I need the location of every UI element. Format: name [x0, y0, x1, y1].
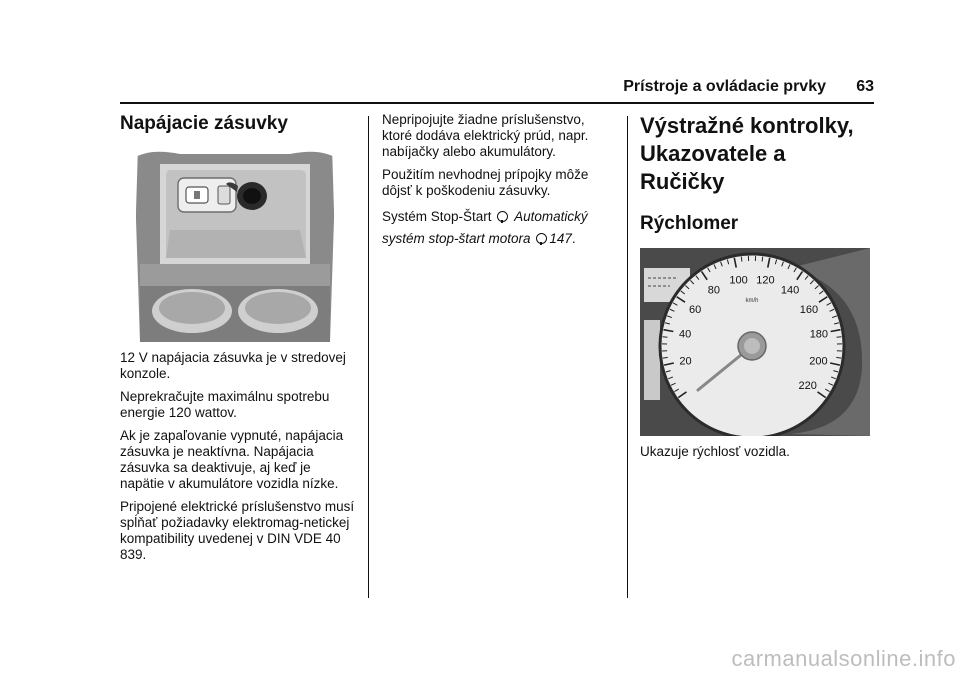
- caption-speedometer: Ukazuje rýchlosť vozidla.: [640, 444, 790, 459]
- page-number: 63: [856, 78, 874, 95]
- subheading-speedometer: Rýchlomer: [640, 213, 739, 234]
- reference-link-stop-start[interactable]: Automatický systém stop-štart motora: [382, 209, 588, 246]
- paragraph-no-charging-accessories: Nepripojujte žiadne príslušenstvo, ktoré dodáva elektrický prúd, napr. nabíjačky alebo akumulátory.: [382, 112, 589, 159]
- section-heading-power-outlets: Napájacie zásuvky: [120, 113, 288, 134]
- page-header: [120, 78, 874, 104]
- speedometer-tick-label: 180: [809, 328, 829, 341]
- paragraph-stop-start-reference: [382, 206, 608, 250]
- speedometer-unit-label: km/h: [745, 298, 759, 304]
- column-divider-1: [368, 116, 369, 598]
- speedometer-tick-label: 40: [679, 328, 692, 341]
- page-reference-icon: [497, 211, 508, 222]
- column-divider-2: [627, 116, 628, 598]
- speedometer-illustration: [640, 248, 870, 436]
- paragraph-unsuitable-plug: Použitím nevhodnej prípojky môže dôjsť k poškodeniu zásuvky.: [382, 167, 589, 198]
- speedometer-tick-label: 100: [729, 274, 748, 287]
- speedometer-tick-label: 160: [799, 303, 819, 316]
- header-rule: [120, 102, 874, 104]
- paragraph-ignition-off: Ak je zapaľovanie vypnuté, napájacia zásuvka je neaktívna. Napájacia zásuvka sa deaktivuje, aj keď je napätie v akumulátore vozidla nízke.: [120, 428, 344, 491]
- paragraph-max-power: Neprekračujte maximálnu spotrebu energie 120 wattov.: [120, 389, 330, 420]
- speedometer-minor-tick: [837, 337, 842, 338]
- speedometer-tick-label: 120: [756, 274, 775, 287]
- speedometer-minor-tick: [741, 257, 742, 262]
- running-title: Prístroje a ovládacie prvky: [623, 78, 826, 95]
- watermark-text: carmanualsonline.info: [731, 646, 956, 671]
- column-power-outlets: [120, 112, 358, 563]
- speedometer-minor-tick: [662, 337, 667, 338]
- paragraph-outlet-location: 12 V napájacia zásuvka je v stredovej konzole.: [120, 350, 346, 381]
- speedometer-tick-label: 60: [688, 303, 702, 316]
- column-power-outlets-continued: [382, 112, 608, 250]
- column-warning-lights: [640, 112, 874, 460]
- speedometer-minor-tick: [836, 357, 841, 358]
- paragraph-emc-requirements: Pripojené elektrické príslušenstvo musí spĺňať požiadavky elektromag‐netickej kompatibility uvedenej v DIN VDE 40 839.: [120, 499, 355, 562]
- section-heading-warning-lights: Výstražné kontrolky, Ukazovatele a Ručičky: [640, 113, 854, 194]
- page-reference-icon: [536, 233, 547, 244]
- speedometer-tick-label: 220: [798, 380, 817, 393]
- reference-prefix: Systém Stop-Štart: [382, 209, 492, 224]
- speedometer-minor-tick: [663, 357, 668, 358]
- speedometer-tick-label: 20: [679, 355, 692, 368]
- speedometer-tick-label: 80: [707, 284, 721, 297]
- power-outlet-illustration: [120, 146, 348, 342]
- speedometer-minor-tick: [762, 257, 763, 262]
- reference-page-number[interactable]: 147: [549, 231, 572, 246]
- reference-suffix: .: [571, 231, 576, 246]
- speedometer-tick-label: 200: [809, 355, 828, 368]
- speedometer-tick-label: 140: [780, 284, 800, 297]
